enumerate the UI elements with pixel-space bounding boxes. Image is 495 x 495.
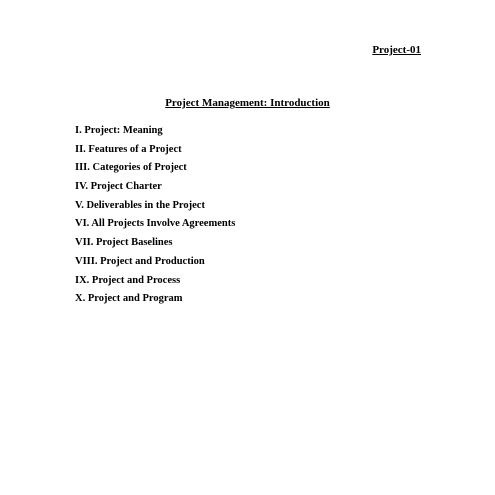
toc-item: I. Project: Meaning (75, 125, 163, 136)
toc-item: II. Features of a Project (75, 143, 182, 155)
toc-item: IV. Project Charter (75, 181, 162, 193)
toc-item: X. Project and Program (75, 293, 183, 305)
document-title: Project Management: Introduction (165, 97, 330, 109)
toc-item: IX. Project and Process (75, 274, 181, 286)
table-of-contents (75, 125, 235, 312)
toc-item: VII. Project Baselines (75, 237, 173, 249)
document-id-label: Project-01 (372, 44, 421, 56)
toc-item: V. Deliverables in the Project (75, 199, 205, 211)
toc-item: VI. All Projects Involve Agreements (75, 218, 236, 230)
toc-item: III. Categories of Project (75, 162, 187, 174)
toc-item: VIII. Project and Production (75, 255, 205, 267)
